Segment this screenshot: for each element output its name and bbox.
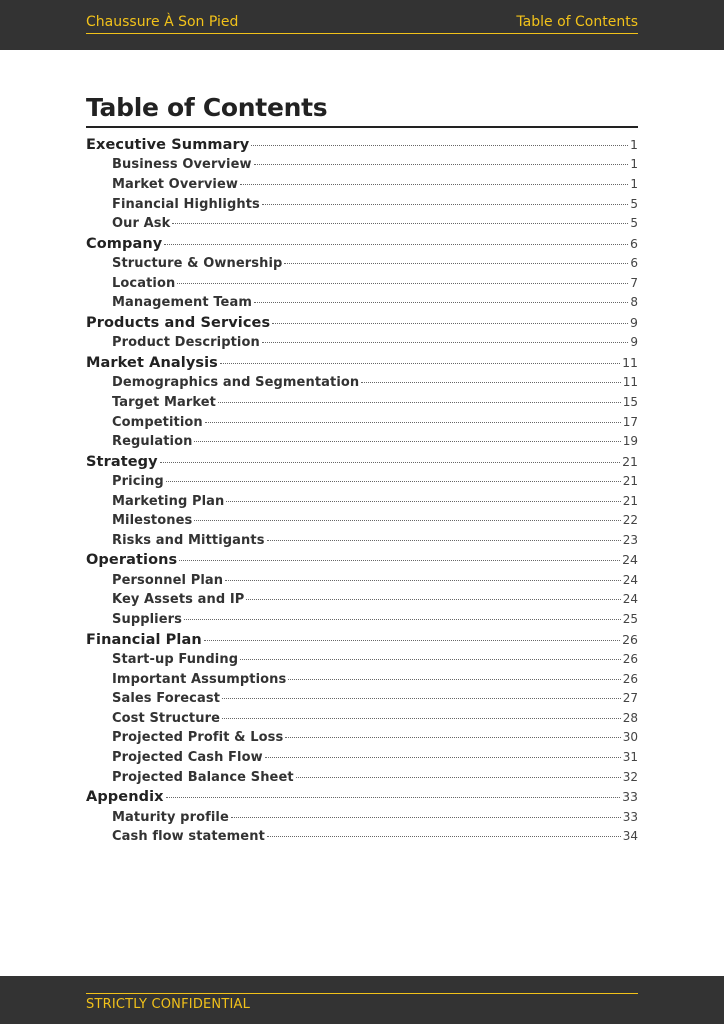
toc-dot-leader bbox=[361, 382, 620, 383]
toc-dot-leader bbox=[226, 501, 620, 502]
toc-page-number: 30 bbox=[622, 730, 638, 745]
toc-dot-leader bbox=[251, 145, 628, 146]
toc-subsection-entry[interactable] bbox=[86, 395, 638, 415]
toc-dot-leader bbox=[204, 640, 620, 641]
toc-page-number: 19 bbox=[622, 434, 638, 449]
toc-entry-label: Cost Structure bbox=[112, 710, 220, 726]
toc-page-number: 15 bbox=[622, 394, 638, 409]
toc-entry-label: Pricing bbox=[112, 474, 164, 490]
toc-entry-label: Our Ask bbox=[112, 216, 171, 232]
toc-dot-leader bbox=[231, 817, 621, 818]
toc-dot-leader bbox=[285, 737, 620, 738]
toc-page-number: 21 bbox=[622, 493, 638, 508]
toc-dot-leader bbox=[172, 223, 628, 224]
toc-subsection-entry[interactable] bbox=[86, 513, 638, 533]
toc-subsection-entry[interactable] bbox=[86, 592, 638, 612]
toc-page-number: 5 bbox=[630, 216, 638, 231]
toc-subsection-entry[interactable] bbox=[86, 216, 638, 236]
toc-section-entry[interactable] bbox=[86, 236, 638, 256]
toc-subsection-entry[interactable] bbox=[86, 612, 638, 632]
toc-page-number: 33 bbox=[622, 809, 638, 824]
toc-entry-label: Company bbox=[86, 235, 163, 252]
toc-dot-leader bbox=[240, 184, 628, 185]
toc-page-number: 6 bbox=[630, 235, 638, 251]
toc-subsection-entry[interactable] bbox=[86, 672, 638, 692]
toc-page-number: 24 bbox=[622, 572, 638, 587]
toc-page-number: 11 bbox=[622, 375, 638, 390]
toc-page-number: 7 bbox=[630, 275, 638, 290]
toc-entry-label: Risks and Mittigants bbox=[112, 532, 265, 548]
toc-dot-leader bbox=[267, 540, 621, 541]
toc-page-number: 31 bbox=[622, 749, 638, 764]
page-title: Table of Contents bbox=[86, 93, 328, 122]
toc-entry-label: Important Assumptions bbox=[112, 671, 287, 687]
toc-subsection-entry[interactable] bbox=[86, 375, 638, 395]
toc-entry-label: Strategy bbox=[86, 453, 158, 470]
toc-page-number: 21 bbox=[622, 474, 638, 489]
toc-entry-label: Management Team bbox=[112, 295, 252, 311]
toc-dot-leader bbox=[220, 363, 620, 364]
toc-subsection-entry[interactable] bbox=[86, 295, 638, 315]
toc-page-number: 23 bbox=[622, 532, 638, 547]
toc-dot-leader bbox=[254, 164, 629, 165]
page-footer bbox=[0, 976, 724, 1024]
toc-dot-leader bbox=[194, 441, 620, 442]
toc-subsection-entry[interactable] bbox=[86, 276, 638, 296]
toc-page-number: 8 bbox=[630, 295, 638, 310]
toc-subsection-entry[interactable] bbox=[86, 730, 638, 750]
toc-entry-label: Projected Profit & Loss bbox=[112, 730, 284, 746]
toc-subsection-entry[interactable] bbox=[86, 415, 638, 435]
toc-entry-label: Appendix bbox=[86, 789, 164, 806]
toc-dot-leader bbox=[262, 342, 629, 343]
toc-section-entry[interactable] bbox=[86, 632, 638, 652]
toc-entry-label: Financial Highlights bbox=[112, 196, 260, 212]
toc-page-number: 33 bbox=[622, 789, 638, 805]
toc-dot-leader bbox=[222, 718, 621, 719]
toc-subsection-entry[interactable] bbox=[86, 810, 638, 830]
toc-page-number: 5 bbox=[630, 196, 638, 211]
toc-dot-leader bbox=[267, 836, 621, 837]
toc-subsection-entry[interactable] bbox=[86, 197, 638, 217]
toc-page-number: 21 bbox=[622, 453, 638, 469]
toc-entry-label: Market Analysis bbox=[86, 354, 218, 371]
toc-subsection-entry[interactable] bbox=[86, 711, 638, 731]
toc-page-number: 28 bbox=[622, 710, 638, 725]
toc-page-number: 6 bbox=[630, 256, 638, 271]
toc-subsection-entry[interactable] bbox=[86, 533, 638, 553]
toc-page-number: 1 bbox=[630, 176, 638, 191]
toc-entry-label: Business Overview bbox=[112, 157, 252, 173]
toc-page-number: 9 bbox=[630, 335, 638, 350]
toc-entry-label: Market Overview bbox=[112, 176, 238, 192]
toc-entry-label: Target Market bbox=[112, 394, 216, 410]
header-rule bbox=[86, 14, 638, 34]
confidentiality-notice: STRICTLY CONFIDENTIAL bbox=[86, 997, 251, 1012]
toc-entry-label: Executive Summary bbox=[86, 137, 250, 153]
toc-dot-leader bbox=[184, 619, 621, 620]
toc-entry-label: Demographics and Segmentation bbox=[112, 375, 360, 391]
toc-dot-leader bbox=[179, 560, 620, 561]
toc-page-number: 9 bbox=[630, 314, 638, 330]
toc-page-number: 24 bbox=[622, 592, 638, 607]
toc-entry-label: Start-up Funding bbox=[112, 652, 239, 668]
toc-entry-label: Financial Plan bbox=[86, 631, 202, 648]
table-of-contents bbox=[86, 137, 638, 849]
toc-page-number: 1 bbox=[630, 137, 638, 152]
toc-entry-label: Structure & Ownership bbox=[112, 256, 283, 272]
toc-dot-leader bbox=[254, 302, 628, 303]
toc-dot-leader bbox=[205, 422, 621, 423]
toc-entry-label: Location bbox=[112, 275, 176, 291]
toc-entry-label: Milestones bbox=[112, 513, 193, 529]
toc-section-entry[interactable] bbox=[86, 454, 638, 474]
toc-subsection-entry[interactable] bbox=[86, 829, 638, 849]
toc-entry-label: Key Assets and IP bbox=[112, 592, 245, 608]
toc-subsection-entry[interactable] bbox=[86, 434, 638, 454]
toc-dot-leader bbox=[194, 520, 620, 521]
toc-section-entry[interactable] bbox=[86, 137, 638, 157]
toc-subsection-entry[interactable] bbox=[86, 573, 638, 593]
toc-dot-leader bbox=[166, 481, 621, 482]
toc-entry-label: Operations bbox=[86, 552, 178, 569]
toc-subsection-entry[interactable] bbox=[86, 494, 638, 514]
toc-page-number: 27 bbox=[622, 691, 638, 706]
toc-dot-leader bbox=[222, 698, 621, 699]
toc-subsection-entry[interactable] bbox=[86, 256, 638, 276]
toc-dot-leader bbox=[177, 283, 628, 284]
toc-dot-leader bbox=[288, 679, 620, 680]
toc-dot-leader bbox=[262, 204, 629, 205]
toc-subsection-entry[interactable] bbox=[86, 652, 638, 672]
toc-section-entry[interactable] bbox=[86, 355, 638, 375]
toc-page-number: 1 bbox=[630, 157, 638, 172]
toc-dot-leader bbox=[218, 402, 621, 403]
toc-dot-leader bbox=[265, 757, 621, 758]
toc-entry-label: Sales Forecast bbox=[112, 691, 221, 707]
toc-page-number: 11 bbox=[622, 354, 638, 370]
toc-section-entry[interactable] bbox=[86, 315, 638, 335]
toc-page-number: 17 bbox=[622, 414, 638, 429]
toc-page-number: 25 bbox=[622, 612, 638, 627]
toc-subsection-entry[interactable] bbox=[86, 474, 638, 494]
toc-entry-label: Marketing Plan bbox=[112, 493, 225, 509]
page-header bbox=[0, 0, 724, 50]
toc-subsection-entry[interactable] bbox=[86, 770, 638, 790]
toc-page-number: 26 bbox=[622, 652, 638, 667]
toc-entry-label: Projected Balance Sheet bbox=[112, 769, 294, 785]
toc-entry-label: Personnel Plan bbox=[112, 572, 224, 588]
toc-subsection-entry[interactable] bbox=[86, 335, 638, 355]
toc-dot-leader bbox=[284, 263, 628, 264]
toc-dot-leader bbox=[160, 462, 620, 463]
toc-subsection-entry[interactable] bbox=[86, 750, 638, 770]
toc-entry-label: Product Description bbox=[112, 335, 260, 351]
header-company-name: Chaussure À Son Pied bbox=[86, 14, 239, 30]
toc-page-number: 34 bbox=[622, 829, 638, 844]
toc-dot-leader bbox=[164, 244, 628, 245]
toc-page-number: 26 bbox=[622, 631, 638, 647]
toc-page-number: 22 bbox=[622, 513, 638, 528]
toc-section-entry[interactable] bbox=[86, 552, 638, 572]
toc-dot-leader bbox=[272, 323, 628, 324]
toc-entry-label: Regulation bbox=[112, 434, 193, 450]
toc-entry-label: Maturity profile bbox=[112, 809, 229, 825]
footer-rule bbox=[86, 993, 638, 1012]
toc-dot-leader bbox=[296, 777, 621, 778]
toc-entry-label: Projected Cash Flow bbox=[112, 749, 263, 765]
toc-subsection-entry[interactable] bbox=[86, 157, 638, 177]
toc-page-number: 26 bbox=[622, 671, 638, 686]
toc-dot-leader bbox=[225, 580, 621, 581]
header-section-name: Table of Contents bbox=[516, 14, 638, 30]
toc-entry-label: Products and Services bbox=[86, 314, 271, 331]
toc-page-number: 32 bbox=[622, 769, 638, 784]
toc-subsection-entry[interactable] bbox=[86, 177, 638, 197]
toc-entry-label: Competition bbox=[112, 414, 203, 430]
toc-entry-label: Cash flow statement bbox=[112, 829, 265, 845]
toc-dot-leader bbox=[166, 797, 620, 798]
toc-section-entry[interactable] bbox=[86, 789, 638, 809]
toc-dot-leader bbox=[240, 659, 621, 660]
page-title-block bbox=[86, 94, 638, 128]
toc-page-number: 24 bbox=[622, 552, 638, 568]
toc-dot-leader bbox=[246, 599, 620, 600]
toc-subsection-entry[interactable] bbox=[86, 691, 638, 711]
toc-entry-label: Suppliers bbox=[112, 612, 183, 628]
